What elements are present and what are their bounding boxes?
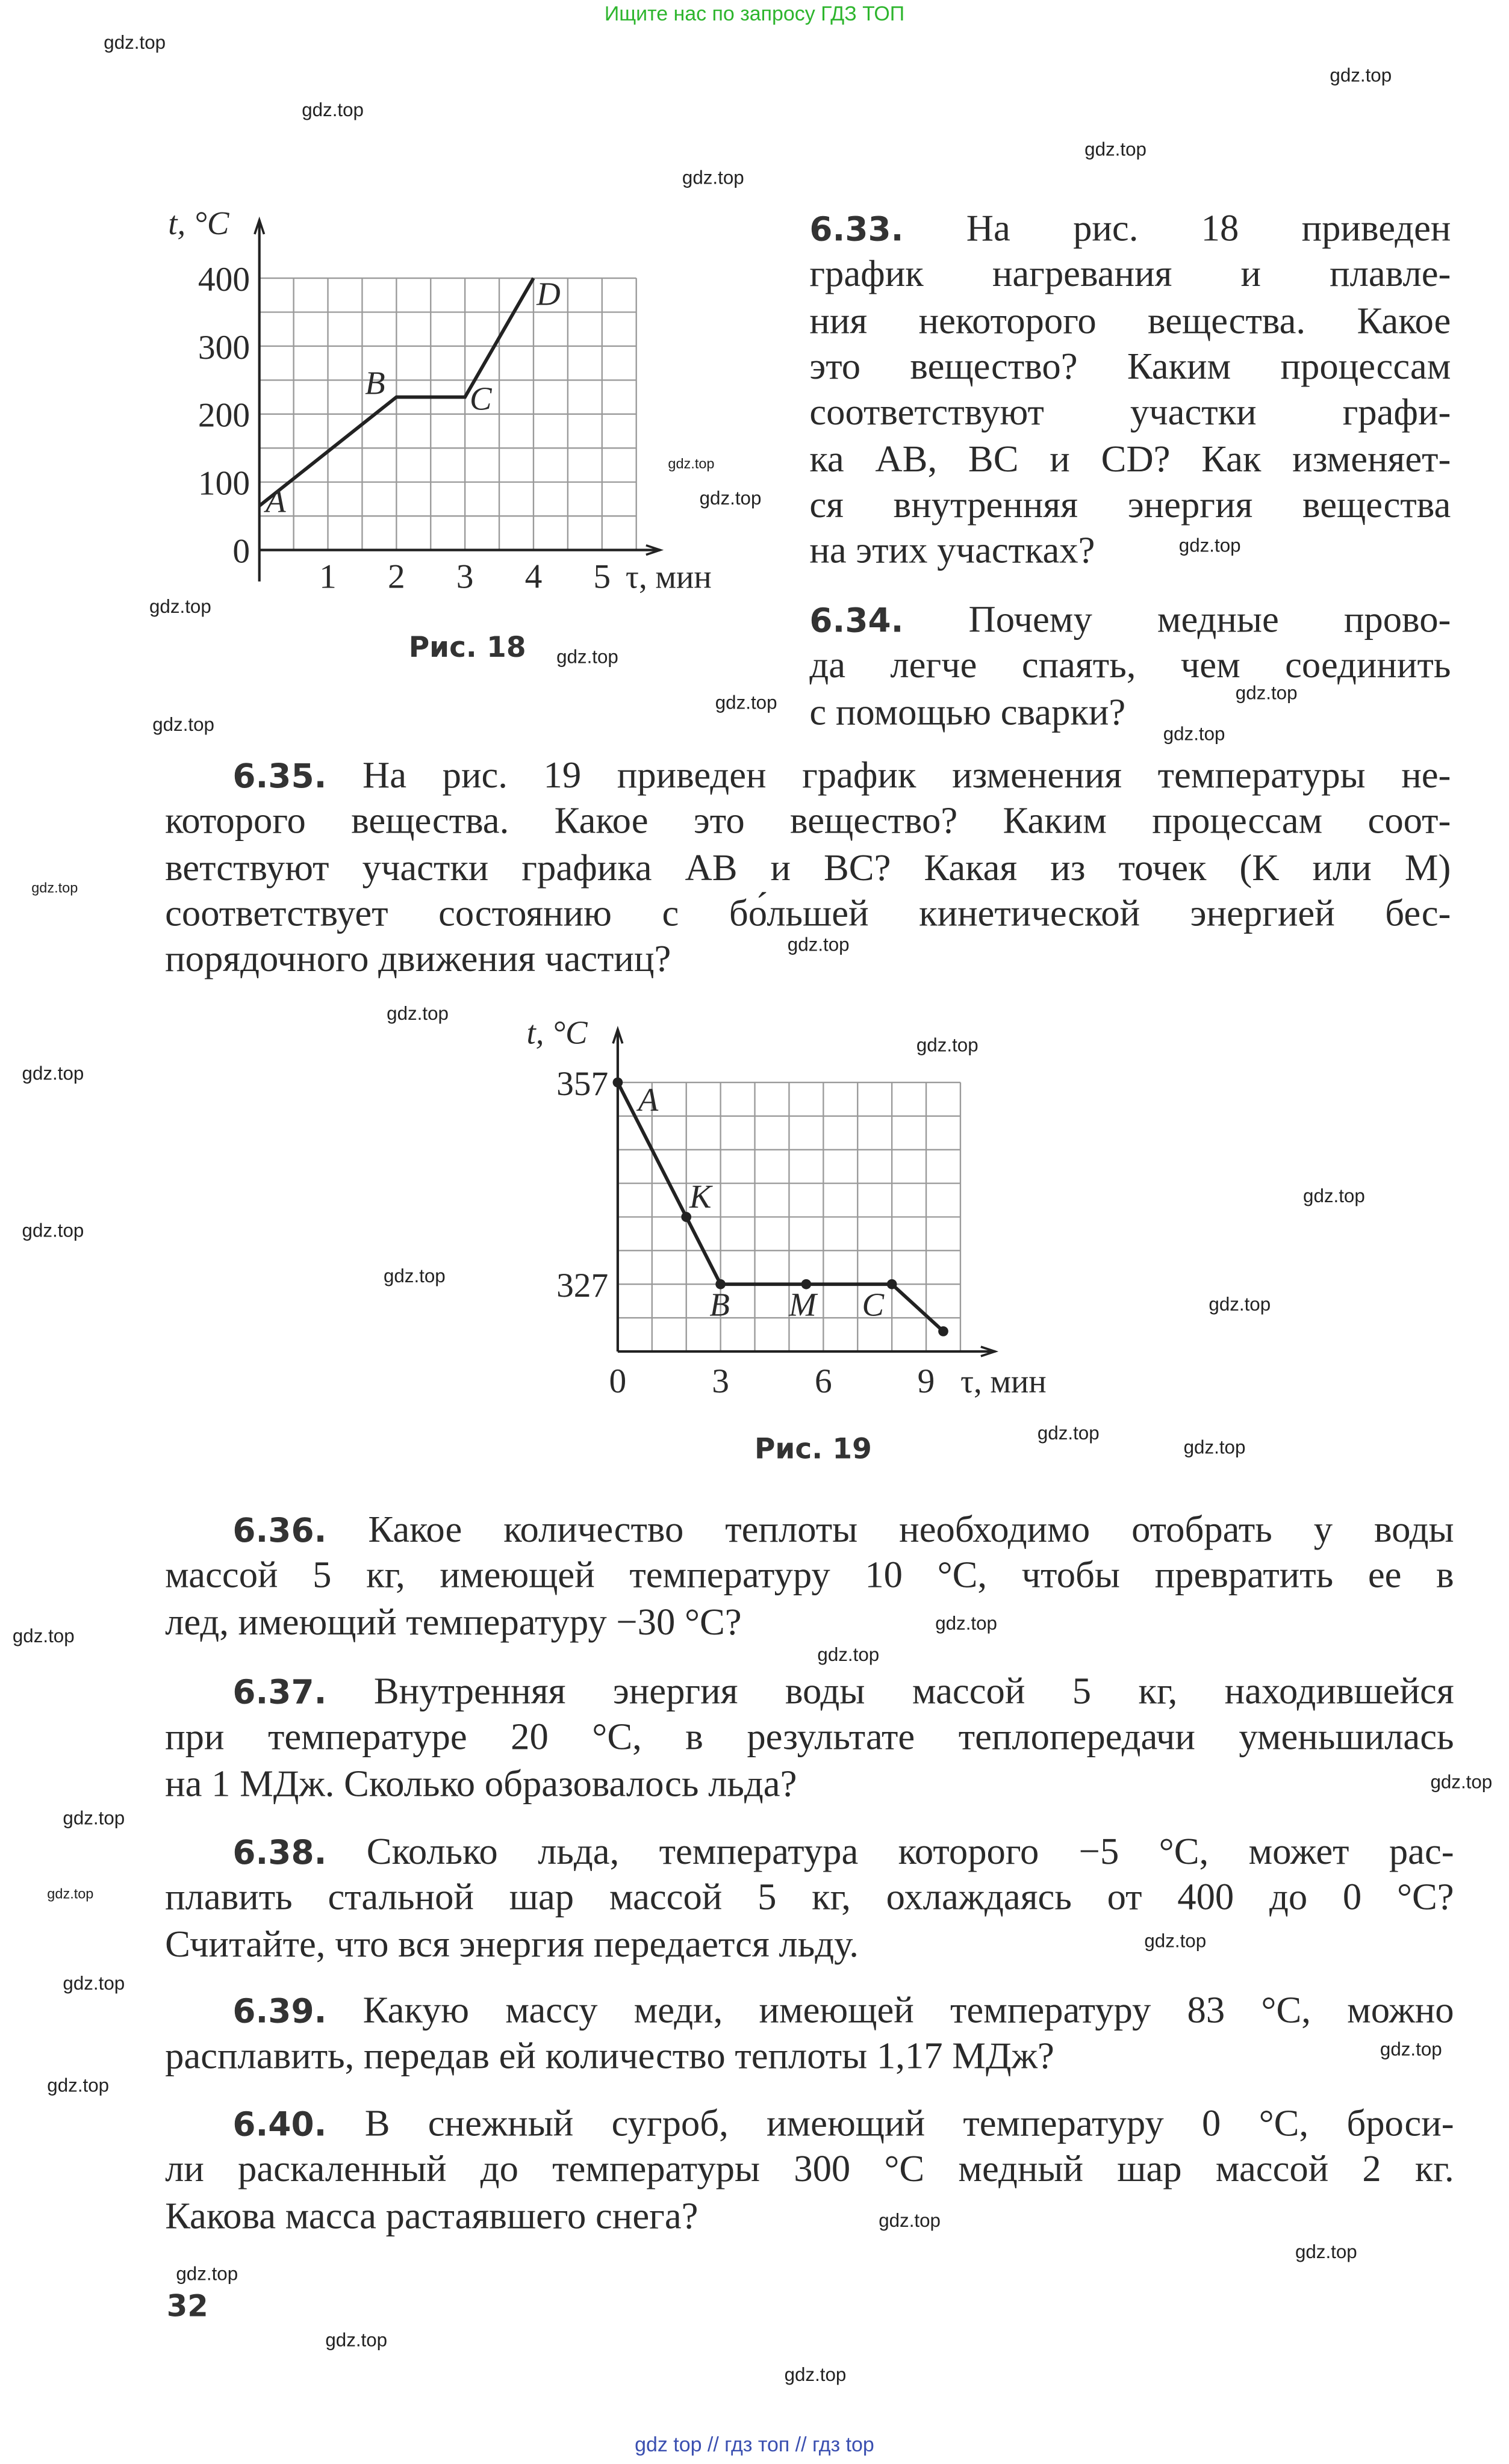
point-label: B: [709, 1286, 730, 1323]
watermark-text: gdz.top: [699, 487, 762, 509]
point-label: M: [789, 1286, 817, 1323]
problem-text: ли раскаленный до температуры 300 °С медный шар массой 2 кг.: [165, 2150, 1454, 2191]
x-axis-label: τ, мин: [625, 558, 712, 595]
x-tick-label: 1: [319, 557, 337, 596]
problem-number: 6.37.: [232, 1674, 327, 1711]
problem-text: график нагревания и плавле-: [809, 255, 1451, 296]
figure-19-caption: Рис. 19: [754, 1433, 872, 1466]
problem-text: лед, имеющий температуру −30 °С?: [165, 1602, 742, 1643]
page-number: 32: [166, 2289, 208, 2324]
watermark-text: gdz.top: [1295, 2241, 1357, 2263]
point-label: C: [469, 380, 492, 417]
watermark-text: gdz.top: [63, 1807, 125, 1829]
watermark-text: gdz.top: [1037, 1422, 1100, 1444]
watermark-text: gdz.top: [152, 713, 214, 736]
problem-text: Сколько льда, температура которого −5 °С, может рас-: [366, 1832, 1454, 1873]
problem-line: [232, 1509, 1454, 1554]
problem-text: Какую массу меди, имеющей температуру 83 °С, можно: [362, 1991, 1454, 2032]
problem-text: порядочного движения частиц?: [165, 940, 671, 981]
problem-text: Какова масса растаявшего снега?: [165, 2196, 698, 2238]
problem-text: ка AB, BC и CD? Как изменяет-: [809, 439, 1451, 480]
watermark-text: gdz.top: [1163, 722, 1225, 745]
point-label: A: [266, 482, 286, 520]
problem-line: [165, 1554, 1454, 1600]
problem-number: 6.36.: [232, 1512, 327, 1550]
watermark-text: gdz.top: [1209, 1293, 1271, 1315]
problem-number: 6.39.: [232, 1992, 327, 2031]
watermark-text: gdz.top: [387, 1002, 449, 1025]
problem-line: [232, 1831, 1454, 1876]
watermark-text: gdz.top: [12, 1625, 75, 1647]
x-tick-label: 3: [456, 557, 474, 596]
watermark-text: gdz.top: [1430, 1770, 1493, 1793]
problem-text: расплавить, передав ей количество теплоты 1,17 МДж?: [165, 2037, 1054, 2078]
watermark-text: gdz.top: [682, 166, 744, 189]
watermark-text: gdz.top: [149, 595, 211, 618]
problem-text: которого вещества. Какое это вещество? Каким процессам соот-: [165, 802, 1451, 843]
problem-line: [165, 1923, 1454, 1969]
watermark-text: gdz.top: [879, 2209, 941, 2232]
problem-line: [165, 1763, 1454, 1808]
point-label: B: [365, 364, 385, 402]
x-tick-label: 9: [917, 1362, 935, 1400]
problem-line: [165, 2149, 1454, 2194]
watermark-text: gdz.top: [668, 456, 715, 472]
problem-text: ветствуют участки графика AB и BC? Какая из точек (K или M): [165, 848, 1451, 889]
watermark-text: gdz.top: [784, 2363, 847, 2386]
watermark-text: gdz.top: [104, 31, 166, 54]
x-axis-label: τ, мин: [960, 1362, 1047, 1400]
header-banner[interactable]: Ищите нас по запросу ГДЗ ТОП: [604, 1, 905, 25]
watermark-text: gdz.top: [22, 1062, 84, 1085]
watermark-text: gdz.top: [47, 2074, 110, 2097]
problem-number: 6.40.: [232, 2105, 327, 2144]
watermark-text: gdz.top: [63, 1972, 125, 1994]
watermark-text: gdz.top: [556, 645, 618, 668]
problem-text: да легче спаять, чем соединить: [809, 646, 1451, 687]
watermark-text: gdz.top: [176, 2262, 238, 2285]
watermark-text: gdz.top: [916, 1034, 979, 1057]
x-tick-label: 0: [609, 1362, 627, 1400]
watermark-text: gdz.top: [302, 99, 364, 122]
watermark-text: gdz.top: [935, 1612, 997, 1634]
data-series-line: [618, 1082, 944, 1331]
problem-text: ния некоторого вещества. Какое: [809, 301, 1451, 343]
watermark-text: gdz.top: [787, 933, 850, 956]
x-tick-label: 5: [593, 557, 611, 596]
problem-number: 6.38.: [232, 1834, 327, 1872]
problem-text: это вещество? Каким процессам: [809, 347, 1451, 388]
problem-line: [165, 2035, 1454, 2081]
figure-18-caption: Рис. 18: [408, 632, 526, 665]
data-point: [613, 1078, 623, 1088]
problem-line: [165, 2195, 1454, 2241]
y-tick-label: 400: [198, 260, 250, 299]
watermark-text: gdz.top: [1144, 1929, 1207, 1952]
watermark-text: gdz.top: [47, 1885, 94, 1902]
problem-number: 6.34.: [809, 601, 904, 640]
problem-text: соответствует состоянию с бо́льшей кинетической энергией бес-: [165, 894, 1451, 935]
problem-text: соответствуют участки графи-: [809, 393, 1451, 434]
watermark-text: gdz.top: [1330, 64, 1392, 87]
problem-line: [232, 1990, 1454, 2035]
problem-line: [165, 1601, 1454, 1646]
problem-text: На рис. 18 приведен: [966, 209, 1451, 250]
problem-line: [165, 1877, 1454, 1923]
problem-line: [232, 2103, 1454, 2149]
x-tick-label: 2: [387, 557, 405, 596]
watermark-text: gdz.top: [715, 691, 777, 714]
problem-text: Почему медные прово-: [968, 600, 1451, 642]
problem-line: [232, 1671, 1454, 1716]
watermark-text: gdz.top: [325, 2329, 388, 2351]
problem-text: В снежный сугроб, имеющий температуру 0 °С, броси-: [364, 2104, 1454, 2146]
y-tick-label: 357: [556, 1064, 609, 1103]
y-axis-label: t, °C: [526, 1014, 588, 1051]
y-tick-label: 200: [198, 396, 250, 435]
problem-text: плавить стальной шар массой 5 кг, охлаждаясь от 400 до 0 °С?: [165, 1878, 1454, 1920]
data-point: [887, 1279, 897, 1289]
y-tick-label: 327: [556, 1267, 609, 1305]
problem-text: ся внутренняя энергия вещества: [809, 485, 1451, 526]
problem-text: На рис. 19 приведен график изменения температуры не-: [362, 756, 1451, 797]
problem-text: Считайте, что вся энергия передается льду.: [165, 1924, 859, 1966]
problem-number: 6.33.: [809, 210, 904, 249]
y-tick-label: 0: [232, 532, 250, 571]
watermark-text: gdz.top: [817, 1643, 880, 1666]
watermark-text: gdz.top: [383, 1265, 446, 1287]
watermark-text: gdz.top: [1178, 534, 1241, 557]
point-label: A: [638, 1081, 659, 1119]
problem-text: на 1 МДж. Сколько образовалось льда?: [165, 1764, 797, 1805]
point-label: D: [537, 275, 561, 312]
problem-text: массой 5 кг, имеющей температуру 10 °С, чтобы превратить ее в: [165, 1556, 1454, 1597]
watermark-text: gdz.top: [1235, 681, 1298, 704]
x-tick-label: 4: [524, 557, 543, 596]
point-label: C: [862, 1286, 885, 1323]
y-tick-label: 300: [198, 328, 250, 367]
watermark-text: gdz.top: [22, 1219, 84, 1242]
problem-line: [165, 1716, 1454, 1762]
problem-text: при температуре 20 °С, в результате теплопередачи уменьшилась: [165, 1718, 1454, 1759]
point-label: K: [689, 1178, 712, 1215]
problem-number: 6.35.: [232, 757, 327, 795]
footer-links[interactable]: gdz top // гдз топ // гдз top: [635, 2432, 874, 2457]
watermark-text: gdz.top: [1183, 1436, 1246, 1459]
x-tick-label: 6: [814, 1362, 832, 1400]
y-tick-label: 100: [198, 464, 250, 503]
watermark-text: gdz.top: [1084, 138, 1147, 161]
x-tick-label: 3: [712, 1362, 729, 1400]
problem-text: Какое количество теплоты необходимо отобрать у воды: [368, 1510, 1454, 1551]
problem-text: с помощью сварки?: [809, 692, 1126, 733]
watermark-text: gdz.top: [1303, 1185, 1365, 1207]
y-axis-label: t, °C: [168, 204, 229, 241]
problem-text: Внутренняя энергия воды массой 5 кг, находившейся: [373, 1672, 1454, 1713]
watermark-text: gdz.top: [31, 880, 78, 896]
problem-text: на этих участках?: [809, 531, 1095, 573]
data-point: [938, 1326, 948, 1336]
watermark-text: gdz.top: [1380, 2038, 1442, 2061]
